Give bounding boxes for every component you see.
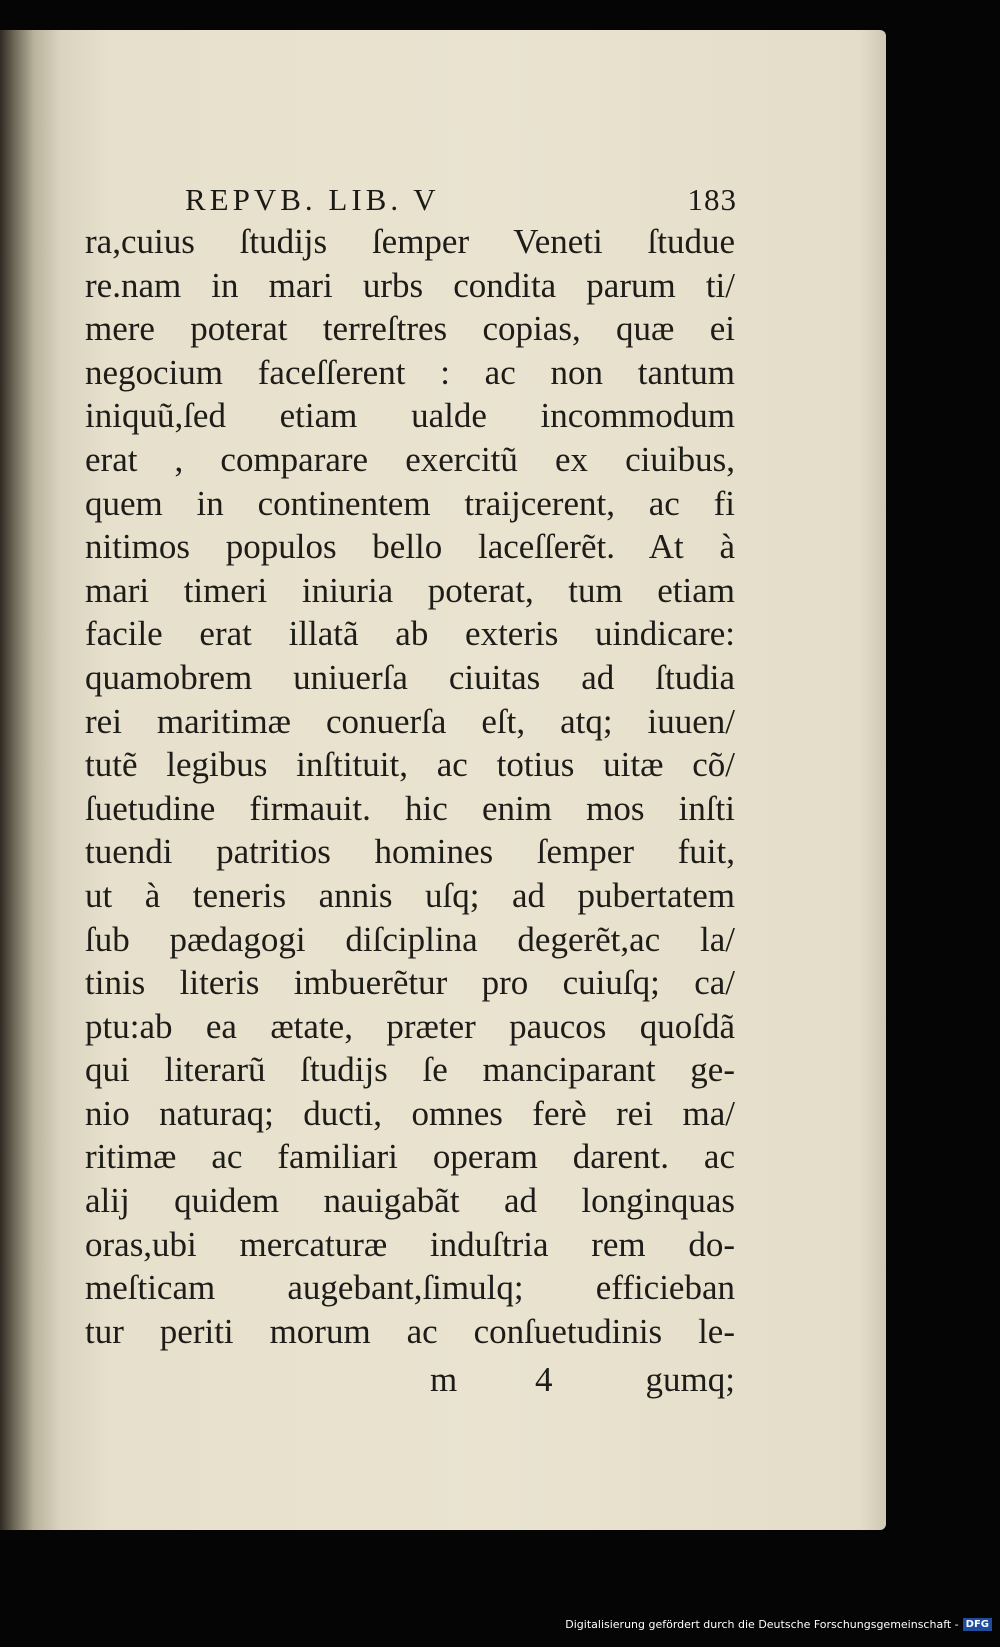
text-line: quamobrem uniuerſa ciuitas ad ſtudia [85, 657, 735, 697]
text-line: ptu:ab ea ætate, præter paucos quoſdã [85, 1006, 735, 1046]
text-line: erat , comparare exercitũ ex ciuibus, [85, 439, 735, 479]
catchline [85, 1360, 735, 1404]
text-line: ritimæ ac familiari operam darent. ac [85, 1137, 735, 1177]
text-line: tuendi patritios homines ſemper fuit, [85, 832, 735, 872]
text-line: ra,cuius ſtudijs ſemper Veneti ſtudue [85, 222, 735, 261]
running-header [185, 182, 737, 218]
text-line: negocium faceſſerent : ac non tantum [85, 352, 735, 392]
page-number: 183 [687, 182, 737, 217]
text-line: nitimos populos bello laceſſerẽt. At à [85, 527, 735, 567]
text-line: tutẽ legibus inſtituit, ac totius uitæ cõ/ [85, 745, 735, 785]
catchword: gumq; [645, 1360, 735, 1399]
digitization-credit [565, 1618, 992, 1631]
text-line: alij quidem nauigabãt ad longinquas [85, 1181, 735, 1221]
text-line: tur periti morum ac conſuetudinis le- [85, 1311, 735, 1351]
text-line: ut à teneris annis uſq; ad pubertatem [85, 875, 735, 915]
text-line: nio naturaq; ducti, omnes ferè rei ma/ [85, 1093, 735, 1133]
text-line: facile erat illatã ab exteris uindicare: [85, 614, 735, 654]
book-page [0, 30, 886, 1530]
text-line: re.nam in mari urbs condita parum ti/ [85, 265, 735, 305]
text-line: meſticam augebant,ſimulq; efficieban [85, 1268, 735, 1308]
text-line: quem in continentem traijcerent, ac fi [85, 483, 735, 523]
text-line: iniquũ,ſed etiam ualde incommodum [85, 396, 735, 436]
text-line: mere poterat terreſtres copias, quæ ei [85, 309, 735, 349]
text-line: ſuetudine firmauit. hic enim mos inſti [85, 788, 735, 828]
text-line: tinis literis imbuerẽtur pro cuiuſq; ca/ [85, 963, 735, 1003]
text-line: oras,ubi mercaturæ induſtria rem do- [85, 1224, 735, 1264]
text-line: qui literarũ ſtudijs ſe manciparant ge- [85, 1050, 735, 1090]
body-text [85, 220, 735, 1353]
text-line: ſub pædagogi diſciplina degerẽt,ac la/ [85, 919, 735, 959]
signature-mark: m [430, 1360, 458, 1399]
credit-text: Digitalisierung gefördert durch die Deutsche Forschungsgemeinschaft - [565, 1618, 959, 1631]
running-title: REPVB. LIB. V [185, 182, 440, 217]
text-line: rei maritimæ conuerſa eſt, atq; iuuen/ [85, 701, 735, 741]
signature-number: 4 [535, 1360, 553, 1399]
dfg-logo: DFG [963, 1618, 992, 1631]
text-line: mari timeri iniuria poterat, tum etiam [85, 570, 735, 610]
